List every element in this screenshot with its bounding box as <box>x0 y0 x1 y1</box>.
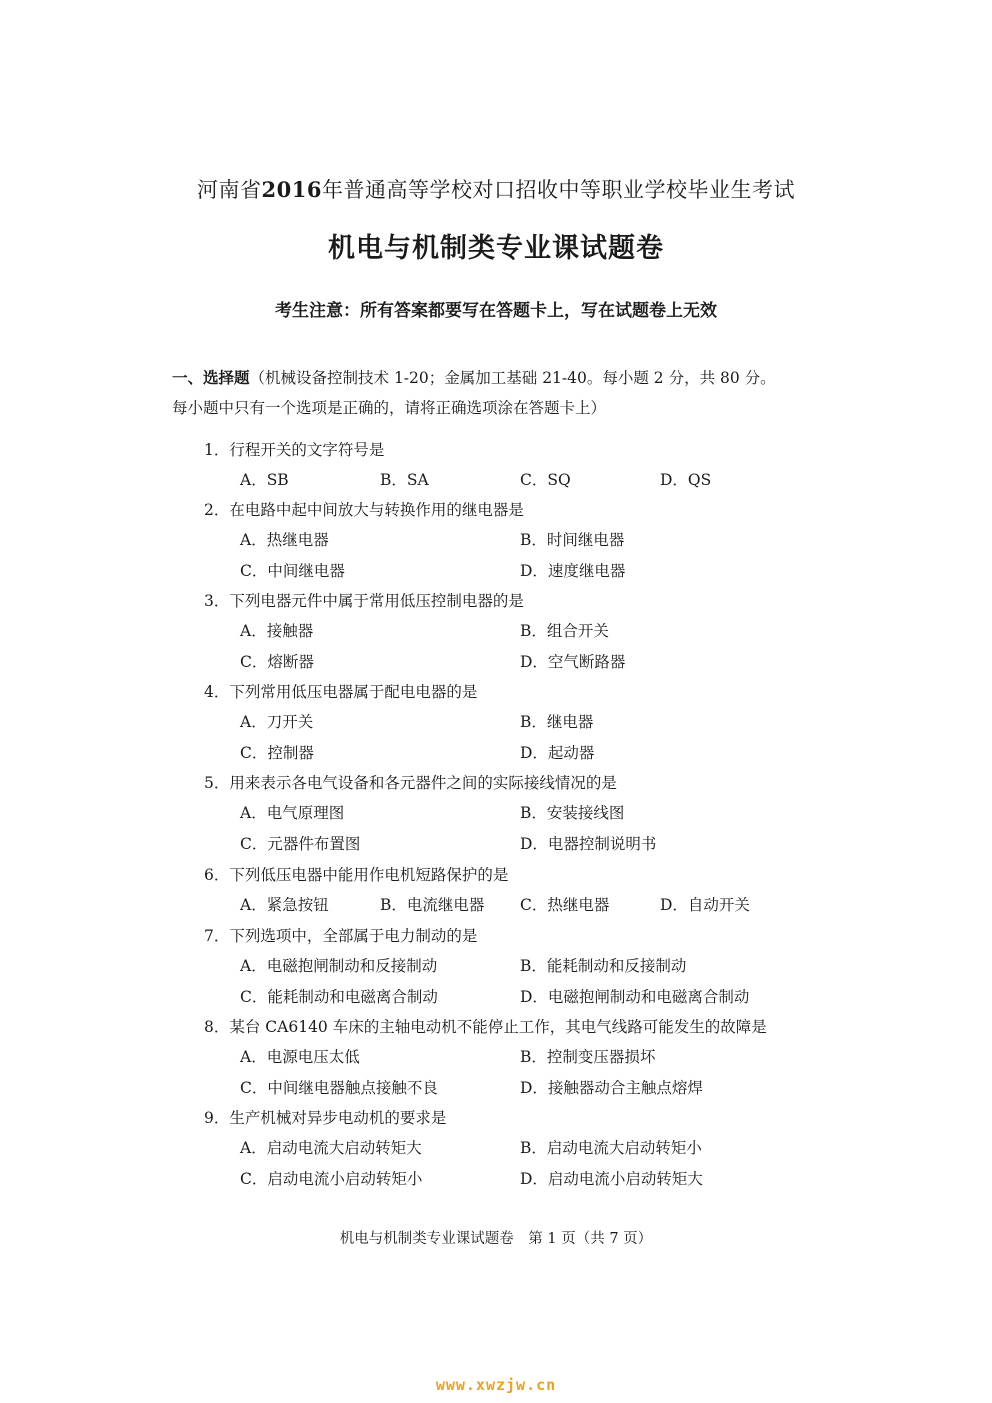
question-option: C．熔断器 <box>240 653 314 671</box>
question-option: A．启动电流大启动转矩大 <box>240 1139 422 1157</box>
question-option: D．QS <box>660 471 712 489</box>
question-option: C．元器件布置图 <box>240 835 361 853</box>
question-stem: 7．下列选项中，全部属于电力制动的是 <box>204 927 478 945</box>
question-option: C．热继电器 <box>520 896 610 914</box>
question-option: D．速度继电器 <box>520 562 626 580</box>
question-stem: 4．下列常用低压电器属于配电电器的是 <box>204 683 478 701</box>
question-option: C．中间继电器 <box>240 562 345 580</box>
question-option: B．安装接线图 <box>520 804 625 822</box>
question-option: A．热继电器 <box>240 531 329 549</box>
question-option: B．时间继电器 <box>520 531 625 549</box>
question-option: A．接触器 <box>240 622 314 640</box>
page-footer: 机电与机制类专业课试题卷 第 1 页（共 7 页） <box>339 1231 653 1247</box>
question-option: A．电气原理图 <box>240 804 345 822</box>
question-option: B．组合开关 <box>520 622 609 640</box>
question-option: A．电源电压太低 <box>240 1048 360 1066</box>
question-option: B．继电器 <box>520 713 594 731</box>
question-stem: 2．在电路中起中间放大与转换作用的继电器是 <box>204 501 524 519</box>
question-option: D．起动器 <box>520 744 595 762</box>
question-stem: 9．生产机械对异步电动机的要求是 <box>204 1109 447 1127</box>
question-option: C．中间继电器触点接触不良 <box>240 1079 438 1097</box>
header-prefix: 河南省 <box>197 178 262 202</box>
question-option: C．控制器 <box>240 744 314 762</box>
question-option: A．紧急按钮 <box>240 896 329 914</box>
question-option: A．刀开关 <box>240 713 314 731</box>
header-year: 2016 <box>261 177 322 202</box>
question-option: B．控制变压器损坏 <box>520 1048 656 1066</box>
question-option: A．SB <box>240 471 289 489</box>
exam-notice: 考生注意：所有答案都要写在答题卡上，写在试题卷上无效 <box>275 301 717 321</box>
section-intro <box>172 363 832 423</box>
question-stem: 3．下列电器元件中属于常用低压控制电器的是 <box>204 592 524 610</box>
question-stem: 8．某台 CA6140 车床的主轴电动机不能停止工作，其电气线路可能发生的故障是 <box>204 1018 767 1036</box>
question-option: B．电流继电器 <box>380 896 485 914</box>
question-option: D．启动电流小启动转矩大 <box>520 1170 703 1188</box>
question-option: D．电磁抱闸制动和电磁离合制动 <box>520 988 750 1006</box>
question-stem: 6．下列低压电器中能用作电机短路保护的是 <box>204 866 509 884</box>
question-option: B．启动电流大启动转矩小 <box>520 1139 702 1157</box>
question-option: C．启动电流小启动转矩小 <box>240 1170 423 1188</box>
question-option: B．能耗制动和反接制动 <box>520 957 687 975</box>
question-option: D．接触器动合主触点熔焊 <box>520 1079 703 1097</box>
section-desc-line1: （机械设备控制技术 1-20；金属加工基础 21-40。每小题 2 分，共 80 分。 <box>249 369 776 387</box>
question-option: D．电器控制说明书 <box>520 835 657 853</box>
question-option: D．空气断路器 <box>520 653 626 671</box>
question-option: C．SQ <box>520 471 571 489</box>
section-desc-line2: 每小题中只有一个选项是正确的，请将正确选项涂在答题卡上） <box>172 399 607 417</box>
question-option: D．自动开关 <box>660 896 750 914</box>
section-title: 一、选择题 <box>172 369 250 387</box>
site-watermark: www.xwzjw.cn <box>435 1376 557 1394</box>
question-option: B．SA <box>380 471 429 489</box>
question-option: A．电磁抱闸制动和反接制动 <box>240 957 438 975</box>
header-suffix: 年普通高等学校对口招收中等职业学校毕业生考试 <box>321 178 795 202</box>
page-title: 机电与机制类专业课试题卷 <box>328 233 664 264</box>
question-stem: 1．行程开关的文字符号是 <box>204 441 385 459</box>
question-option: C．能耗制动和电磁离合制动 <box>240 988 438 1006</box>
exam-header <box>0 174 992 204</box>
question-stem: 5．用来表示各电气设备和各元器件之间的实际接线情况的是 <box>204 774 617 792</box>
